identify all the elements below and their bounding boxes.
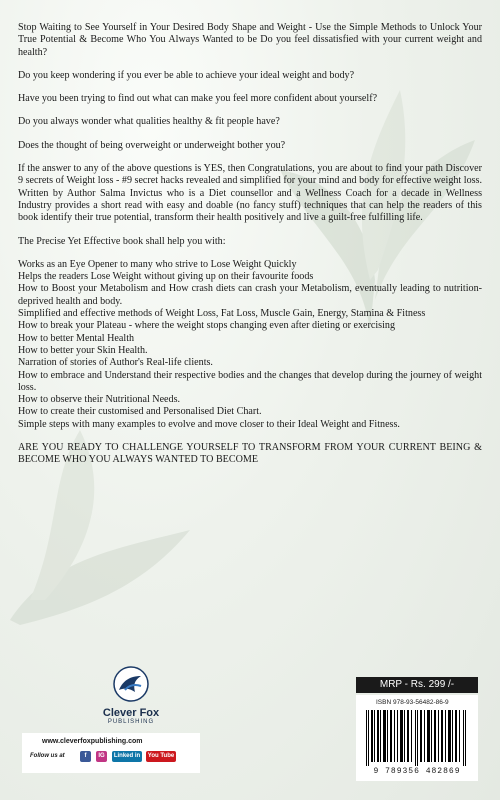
publisher-logo: [96, 666, 166, 725]
publisher-sub: PUBLISHING: [107, 719, 155, 725]
linkedin-icon: Linked in: [112, 751, 142, 762]
back-cover-text: [18, 22, 482, 478]
barcode-icon: [364, 710, 470, 766]
follow-label: Follow us at: [30, 753, 65, 759]
list-item: How to observe their Nutritional Needs.: [18, 394, 181, 406]
list-item: How to Boost your Metabolism and How crash diets can crash your Metabolism, eventually leading to nutrition-deprived health and body.: [18, 283, 482, 307]
paragraph: Does the thought of being overweight or underweight bother you?: [18, 139, 286, 151]
list-item: How to better Mental Health: [18, 332, 135, 344]
list-item: Simple steps with many examples to evolve and move closer to their Ideal Weight and Fitness.: [18, 418, 400, 430]
paragraph: Do you always wonder what qualities healthy & fit people have?: [18, 116, 280, 128]
list-item: Works as an Eye Opener to many who strive to Lose Weight Quickly: [18, 258, 297, 270]
price-badge: MRP - Rs. 299 /-: [356, 677, 478, 693]
list-item: How to create their customised and Personalised Diet Chart.: [18, 406, 262, 418]
list-item: Simplified and effective methods of Weight Loss, Fat Loss, Muscle Gain, Energy, Stamina & Fitness: [18, 308, 426, 320]
fox-logo-icon: [111, 666, 151, 702]
isbn-label: ISBN 978-93-56482-86-9: [376, 699, 449, 706]
publisher-name: Clever Fox: [102, 707, 160, 719]
list-item: How to break your Plateau - where the weight stops changing even after dieting or exercising: [18, 320, 395, 332]
list-item: Helps the readers Lose Weight without giving up on their favourite foods: [18, 271, 314, 283]
barcode-number: 9 789356 482869: [373, 767, 461, 776]
publisher-web-box: [22, 733, 200, 773]
list-item: How to better your Skin Health.: [18, 344, 148, 356]
youtube-icon: You Tube: [146, 751, 176, 762]
facebook-icon: f: [80, 751, 91, 762]
paragraph: Stop Waiting to See Yourself in Your Desired Body Shape and Weight - Use the Simple Methods to Unlock Your True Potential & Become Who You Always Wanted to be Do you feel dissatisfied with your current weight and health?: [18, 22, 482, 58]
barcode-box: [356, 695, 478, 781]
paragraph: The Precise Yet Effective book shall help you with:: [18, 235, 226, 247]
instagram-icon: IG: [96, 751, 107, 762]
list-item: How to embrace and Understand their respective bodies and the changes that develop during the journey of weight loss.: [18, 369, 482, 393]
publisher-url: www.cleverfoxpublishing.com: [42, 738, 143, 745]
benefits-list: [18, 259, 482, 431]
call-to-action: ARE YOU READY TO CHALLENGE YOURSELF TO TRANSFORM FROM YOUR CURRENT BEING & BECOME WHO YOU ALWAYS WANTED TO BECOME: [18, 442, 482, 466]
list-item: Narration of stories of Author's Real-life clients.: [18, 357, 213, 369]
paragraph: Do you keep wondering if you ever be able to achieve your ideal weight and body?: [18, 69, 355, 81]
paragraph: Have you been trying to find out what can make you feel more confident about yourself?: [18, 93, 378, 105]
paragraph: If the answer to any of the above questions is YES, then Congratulations, you are about to find your path Discover 9 secrets of Weight loss - #9 secret hacks revealed and simplified for your mind and body for effective weight loss. Written by Author Salma Invictus who is a Diet counsellor and a Wellness Coach for a decade in Wellness Industry provides a short read with easy and doable (no fancy stuff) techniques that can help the readers of this book identify their true potential, transform their health positively and live a guilt-free fulfilling life.: [18, 163, 482, 224]
